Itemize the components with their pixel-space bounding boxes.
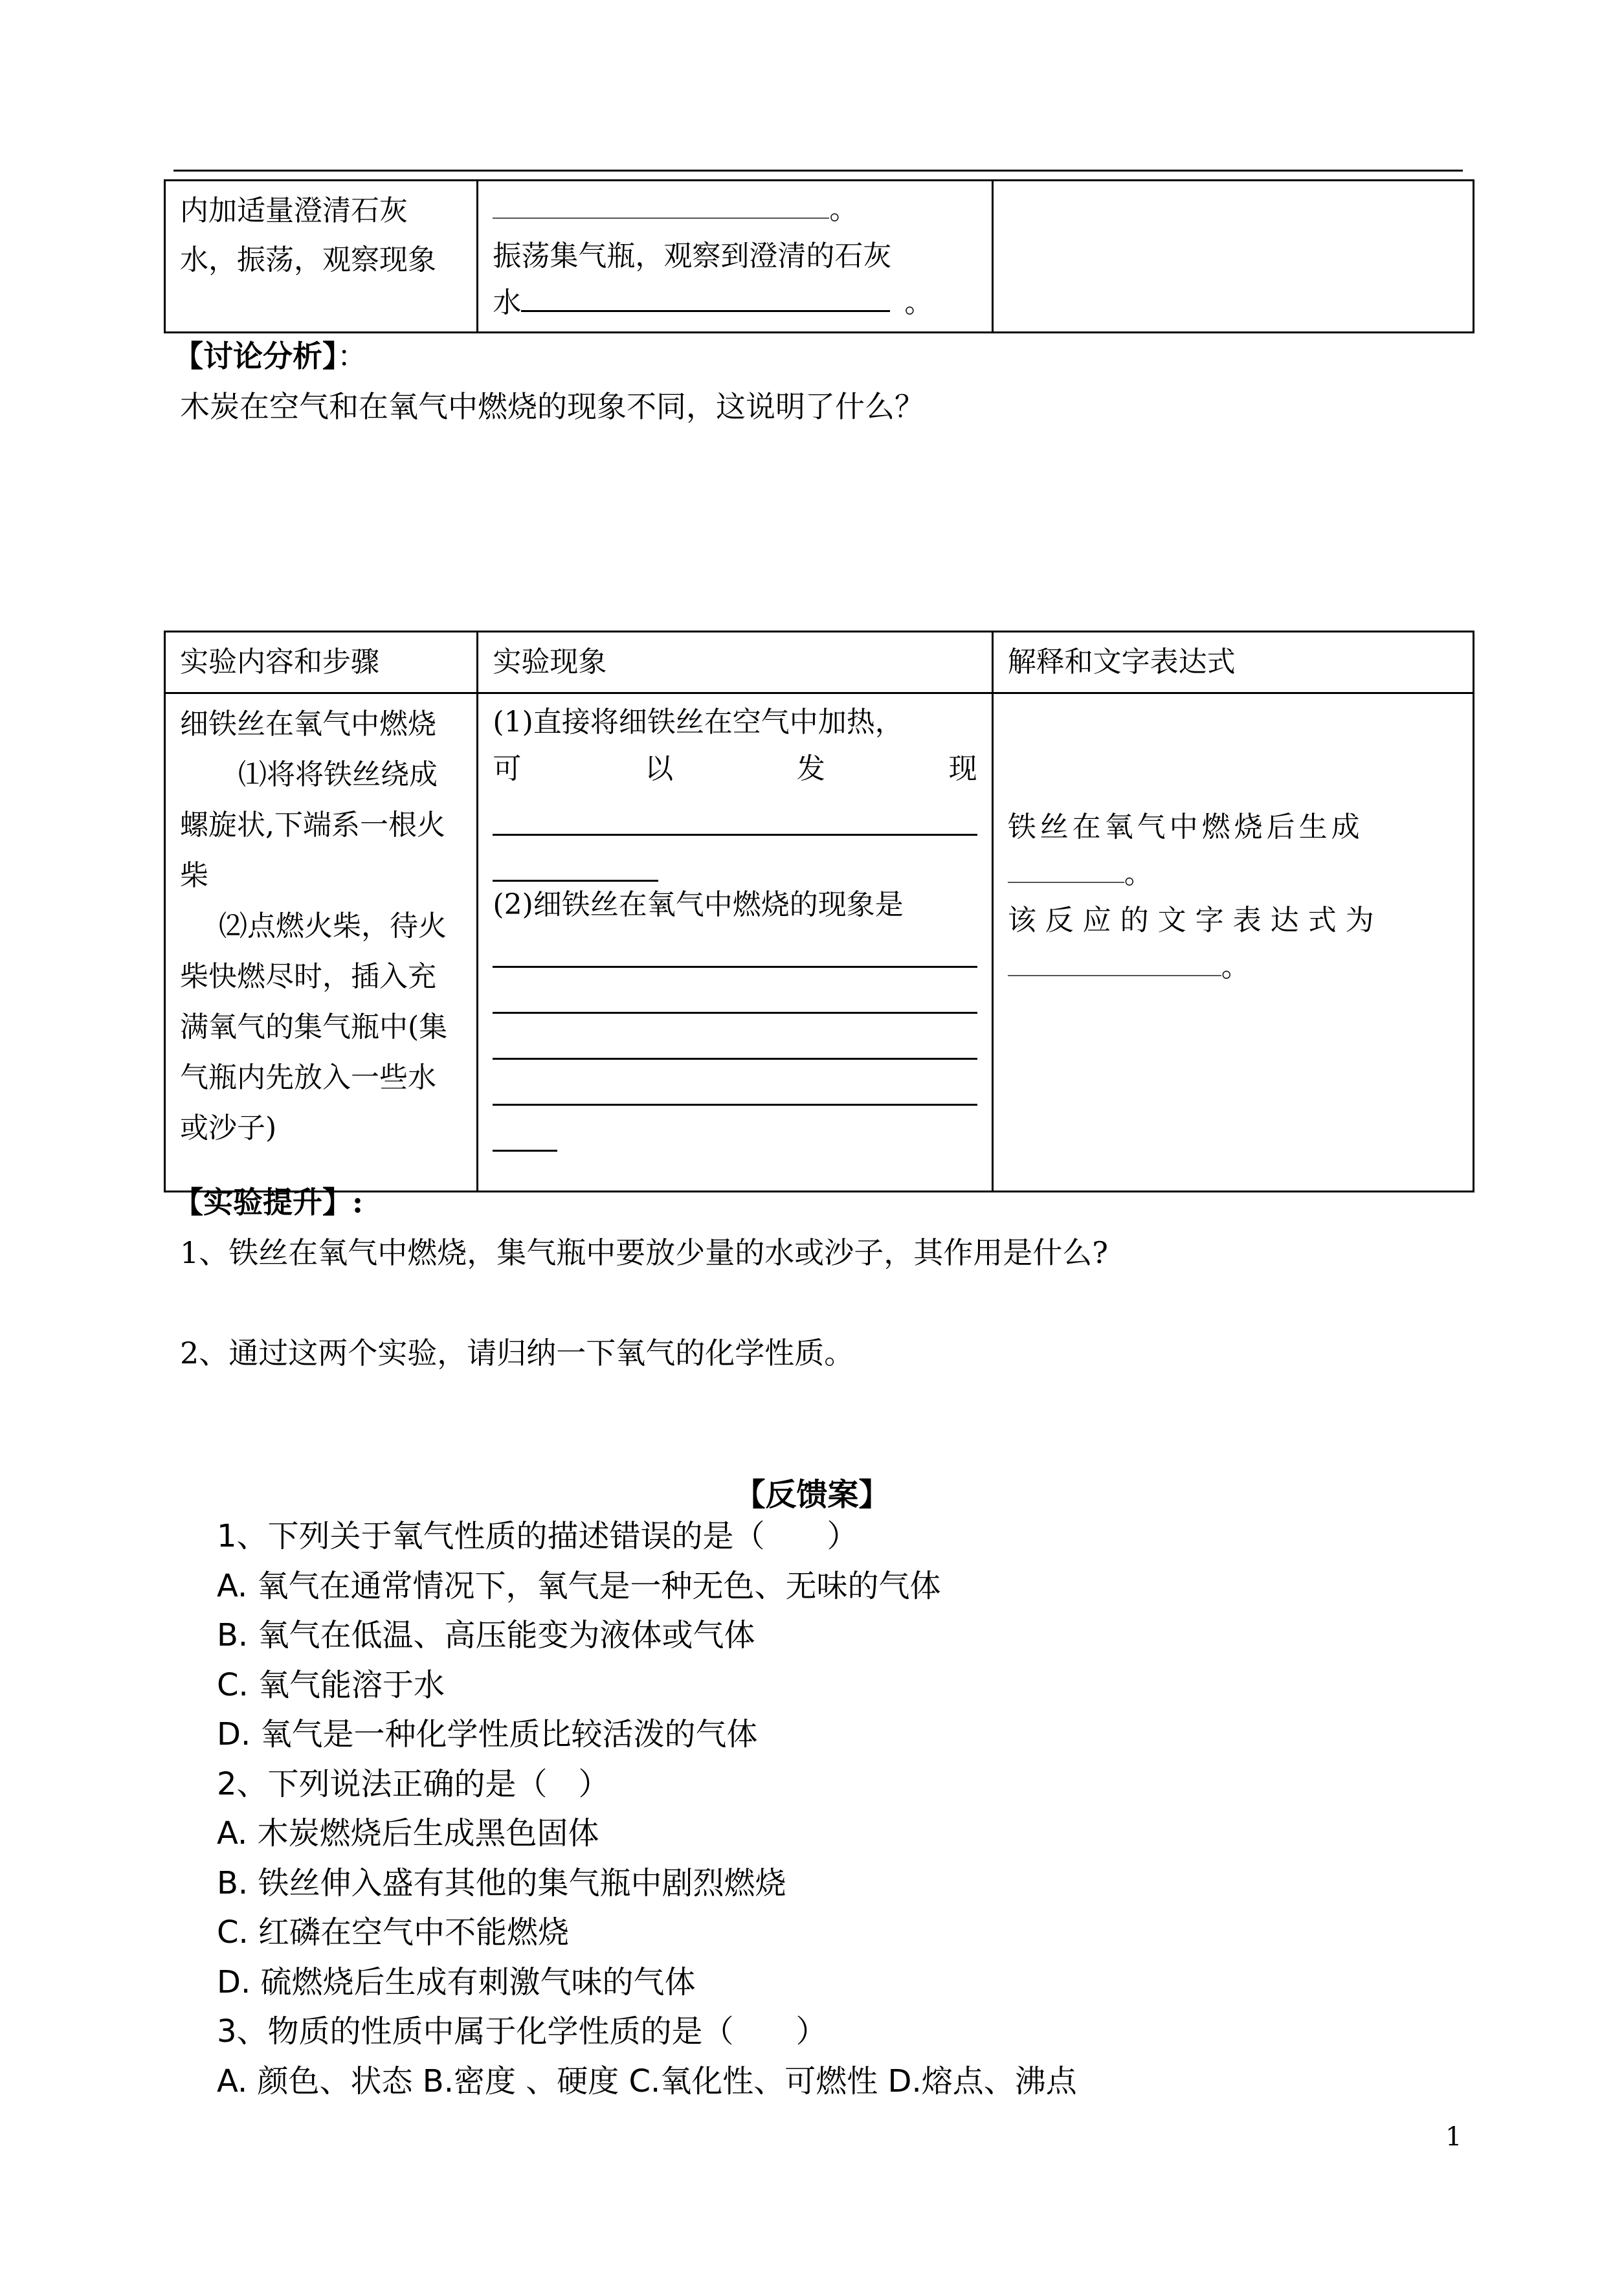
experiment-table-charcoal — [164, 179, 1474, 333]
improvement-heading: 【实验提升】 — [173, 1185, 352, 1220]
punctuation: 。 — [904, 286, 933, 319]
step-text: 内加适量澄清石灰水，振荡，观察现象 — [180, 194, 436, 276]
phenomenon-cell — [478, 181, 992, 333]
table-row — [165, 693, 1474, 1192]
page-number: 1 — [1445, 2122, 1462, 2152]
header-rule — [173, 170, 1463, 172]
answer-blank[interactable] — [493, 842, 658, 882]
heading-suffix: : — [352, 1185, 363, 1220]
step-cell — [165, 181, 478, 333]
quiz-option: B. 铁丝伸入盛有其他的集气瓶中剧烈燃烧 — [217, 1864, 786, 1901]
answer-blank[interactable] — [493, 792, 977, 836]
phenomenon-word: 发 — [796, 752, 825, 785]
discussion-heading-line — [173, 337, 367, 375]
table-row — [165, 181, 1474, 333]
heading-suffix: ： — [337, 339, 367, 374]
experiment-table-iron — [164, 631, 1474, 1192]
quiz-option: C. 红磷在空气中不能燃烧 — [217, 1914, 570, 1951]
step-2: ⑵点燃火柴，待火柴快燃尽时，插入充满氧气的集气瓶中(集气瓶内先放入一些水或沙子) — [180, 910, 448, 1145]
answer-blank[interactable] — [521, 284, 890, 312]
column-header: 解释和文字表达式 — [992, 632, 1473, 693]
explanation-text: 该反应的文字表达式为 — [1007, 904, 1383, 937]
discussion-question: 木炭在空气和在氧气中燃烧的现象不同，这说明了什么？ — [180, 389, 924, 424]
improvement-question-2: 2、通过这两个实验，请归纳一下氧气的化学性质。 — [180, 1336, 854, 1370]
punctuation: 。 — [829, 193, 858, 226]
quiz-option: D. 硫燃烧后生成有刺激气味的气体 — [217, 1963, 696, 2000]
phenomenon-text: 振荡集气瓶，观察到澄清的石灰 — [493, 240, 892, 273]
phenomenon-1: (1)直接将细铁丝在空气中加热， — [493, 706, 904, 739]
answer-blank[interactable] — [493, 974, 977, 1014]
punctuation: 。 — [1124, 857, 1153, 890]
explanation-text: 铁丝在氧气中燃烧后生成 — [1007, 811, 1364, 844]
quiz-option: A. 颜色、状态 B.密度 、硬度 C.氧化性、可燃性 D.熔点、沸点 — [217, 2063, 1077, 2099]
quiz-question: 3、物质的性质中属于化学性质的是（ ） — [217, 2013, 827, 2050]
explanation-cell — [992, 693, 1473, 1192]
step-cell — [165, 693, 478, 1192]
column-header: 实验内容和步骤 — [165, 632, 478, 693]
quiz-question: 2、下列说法正确的是（ ） — [217, 1765, 610, 1802]
quiz-option: C. 氧气能溶于水 — [217, 1666, 445, 1703]
feedback-quiz — [217, 1512, 1077, 2106]
answer-blank[interactable] — [493, 1020, 977, 1060]
answer-blank[interactable] — [493, 928, 977, 968]
explanation-line-1 — [1008, 804, 1458, 851]
improvement-question-1: 1、铁丝在氧气中燃烧，集气瓶中要放少量的水或沙子，其作用是什么? — [180, 1235, 1108, 1270]
feedback-title: 【反馈案】 — [734, 1477, 890, 1513]
phenomenon-2: (2)细铁丝在氧气中燃烧的现象是 — [493, 888, 904, 921]
explanation-cell — [992, 181, 1473, 333]
phenomenon-1-words — [493, 746, 977, 792]
improvement-heading-line — [173, 1183, 363, 1222]
quiz-option: B. 氧气在低温、高压能变为液体或气体 — [217, 1617, 755, 1653]
phenomenon-cell — [478, 693, 992, 1192]
step-title: 细铁丝在氧气中燃烧 — [180, 708, 436, 741]
quiz-option: A. 木炭燃烧后生成黑色固体 — [217, 1815, 599, 1851]
phenomenon-text: 水 — [493, 286, 522, 319]
answer-blank[interactable] — [493, 194, 829, 219]
answer-blank[interactable] — [1008, 856, 1124, 883]
quiz-option: D. 氧气是一种化学性质比较活泼的气体 — [217, 1716, 758, 1752]
answer-blank[interactable] — [493, 1112, 557, 1152]
table-header-row — [165, 632, 1474, 693]
phenomenon-word: 以 — [645, 752, 674, 785]
quiz-option: A. 氧气在通常情况下，氧气是一种无色、无味的气体 — [217, 1567, 941, 1604]
phenomenon-word: 可 — [493, 752, 522, 785]
punctuation: 。 — [1221, 950, 1250, 983]
answer-blank[interactable] — [1008, 949, 1221, 976]
quiz-question: 1、下列关于氧气性质的描述错误的是（ ） — [217, 1518, 858, 1554]
column-header: 实验现象 — [478, 632, 992, 693]
answer-blank[interactable] — [493, 1066, 977, 1106]
phenomenon-word: 现 — [948, 752, 977, 785]
discussion-heading: 【讨论分析】 — [173, 339, 337, 374]
step-1: ⑴将将铁丝绕成螺旋状,下端系一根火柴 — [180, 758, 445, 892]
